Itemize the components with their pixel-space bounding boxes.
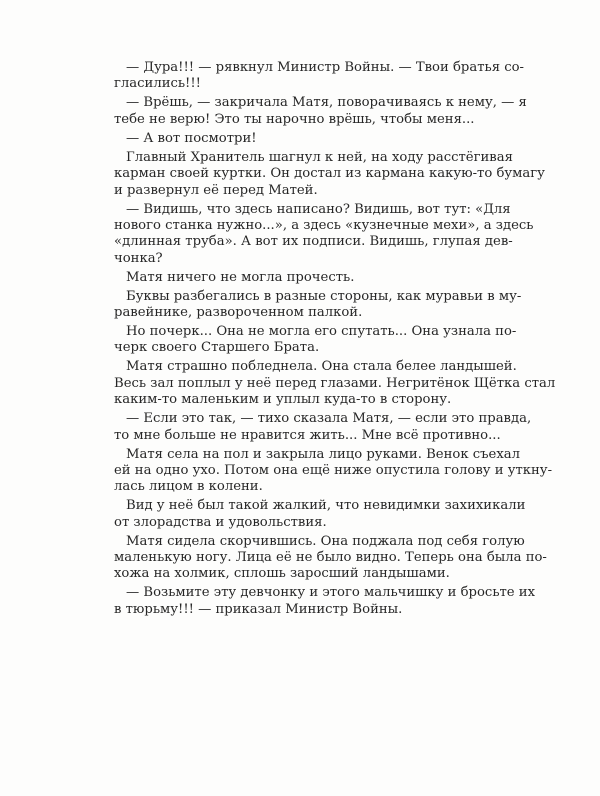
text-line: — Дура!!! — рявкнул Министр Войны. — Твои братья со- — [126, 60, 524, 75]
text-line: в тюрьму!!! — приказал Министр Войны. — [114, 601, 403, 617]
paragraph-9 — [114, 359, 556, 408]
page-text — [114, 60, 556, 621]
text-line: хожа на холмик, сплошь заросший ландышами. — [114, 566, 450, 582]
text-line: равейнике, развороченном палкой. — [114, 305, 363, 321]
text-line: и развернул её перед Матей. — [114, 182, 318, 198]
text-line: Главный Хранитель шагнул к ней, на ходу расстёгивая — [126, 149, 513, 165]
text-line: — Видишь, что здесь написано? Видишь, вот тут: «Для — [126, 201, 511, 217]
text-line: лась лицом в колени. — [114, 479, 263, 495]
paragraph-13 — [114, 533, 547, 583]
text-line: Но почерк... Она не могла его спутать... Она узнала по- — [126, 324, 517, 340]
text-line: то мне больше не нравится жить... Мне всё противно... — [114, 427, 501, 443]
paragraph-10 — [114, 411, 532, 444]
paragraph-4 — [114, 149, 545, 199]
text-line: нового станка нужно...», а здесь «кузнечные мехи», а здесь — [114, 217, 534, 233]
paragraph-11 — [114, 446, 553, 496]
text-line: Матя страшно побледнела. Она стала белее ландышей. — [126, 359, 517, 375]
text-line: Весь зал поплыл у неё перед глазами. Негритёнок Щётка стал — [114, 375, 556, 391]
paragraph-1 — [114, 60, 524, 93]
text-line: — Возьмите эту девчонку и этого мальчишку и бросьте их — [126, 585, 536, 601]
text-line: тебе не верю! Это ты нарочно врёшь, чтобы меня... — [114, 111, 475, 127]
text-line: карман своей куртки. Он достал из кармана какую-то бумагу — [114, 166, 545, 182]
paragraph-14 — [114, 585, 536, 618]
text-line: ей на одно ухо. Потом она ещё ниже опустила голову и уткну- — [114, 462, 553, 478]
paragraph-5 — [114, 201, 534, 268]
text-line: Буквы разбегались в разные стороны, как муравьи в му- — [126, 288, 522, 304]
paragraph-8 — [114, 324, 517, 357]
paragraph-2 — [114, 95, 527, 128]
paragraph-12 — [114, 498, 526, 531]
text-line: — А вот посмотри! — [126, 130, 257, 146]
text-line: гласились!!! — [114, 76, 201, 92]
text-line: Матя ничего не могла прочесть. — [126, 269, 355, 285]
text-line: Матя сидела скорчившись. Она поджала под себя голую — [126, 533, 525, 549]
text-line: черк своего Старшего Брата. — [114, 340, 320, 356]
text-line: — Если это так, — тихо сказала Матя, — если это правда, — [126, 411, 532, 427]
text-line: каким-то маленьким и уплыл куда-то в сторону. — [114, 392, 452, 408]
paragraph-3 — [114, 131, 502, 147]
paragraph-6 — [114, 270, 502, 286]
text-line: Вид у неё был такой жалкий, что невидимки захихикали — [126, 498, 526, 514]
text-line: — Врёшь, — закричала Матя, поворачиваясь к нему, — я — [126, 95, 527, 111]
text-line: Матя села на пол и закрыла лицо руками. Венок съехал — [126, 446, 521, 462]
text-line: «длинная труба». А вот их подписи. Видишь, глупая дев- — [114, 234, 513, 250]
text-line: от злорадства и удовольствия. — [114, 514, 327, 530]
text-line: маленькую ногу. Лица её не было видно. Теперь она была по- — [114, 550, 547, 566]
paragraph-7 — [114, 288, 522, 322]
text-line: чонка? — [114, 250, 163, 266]
